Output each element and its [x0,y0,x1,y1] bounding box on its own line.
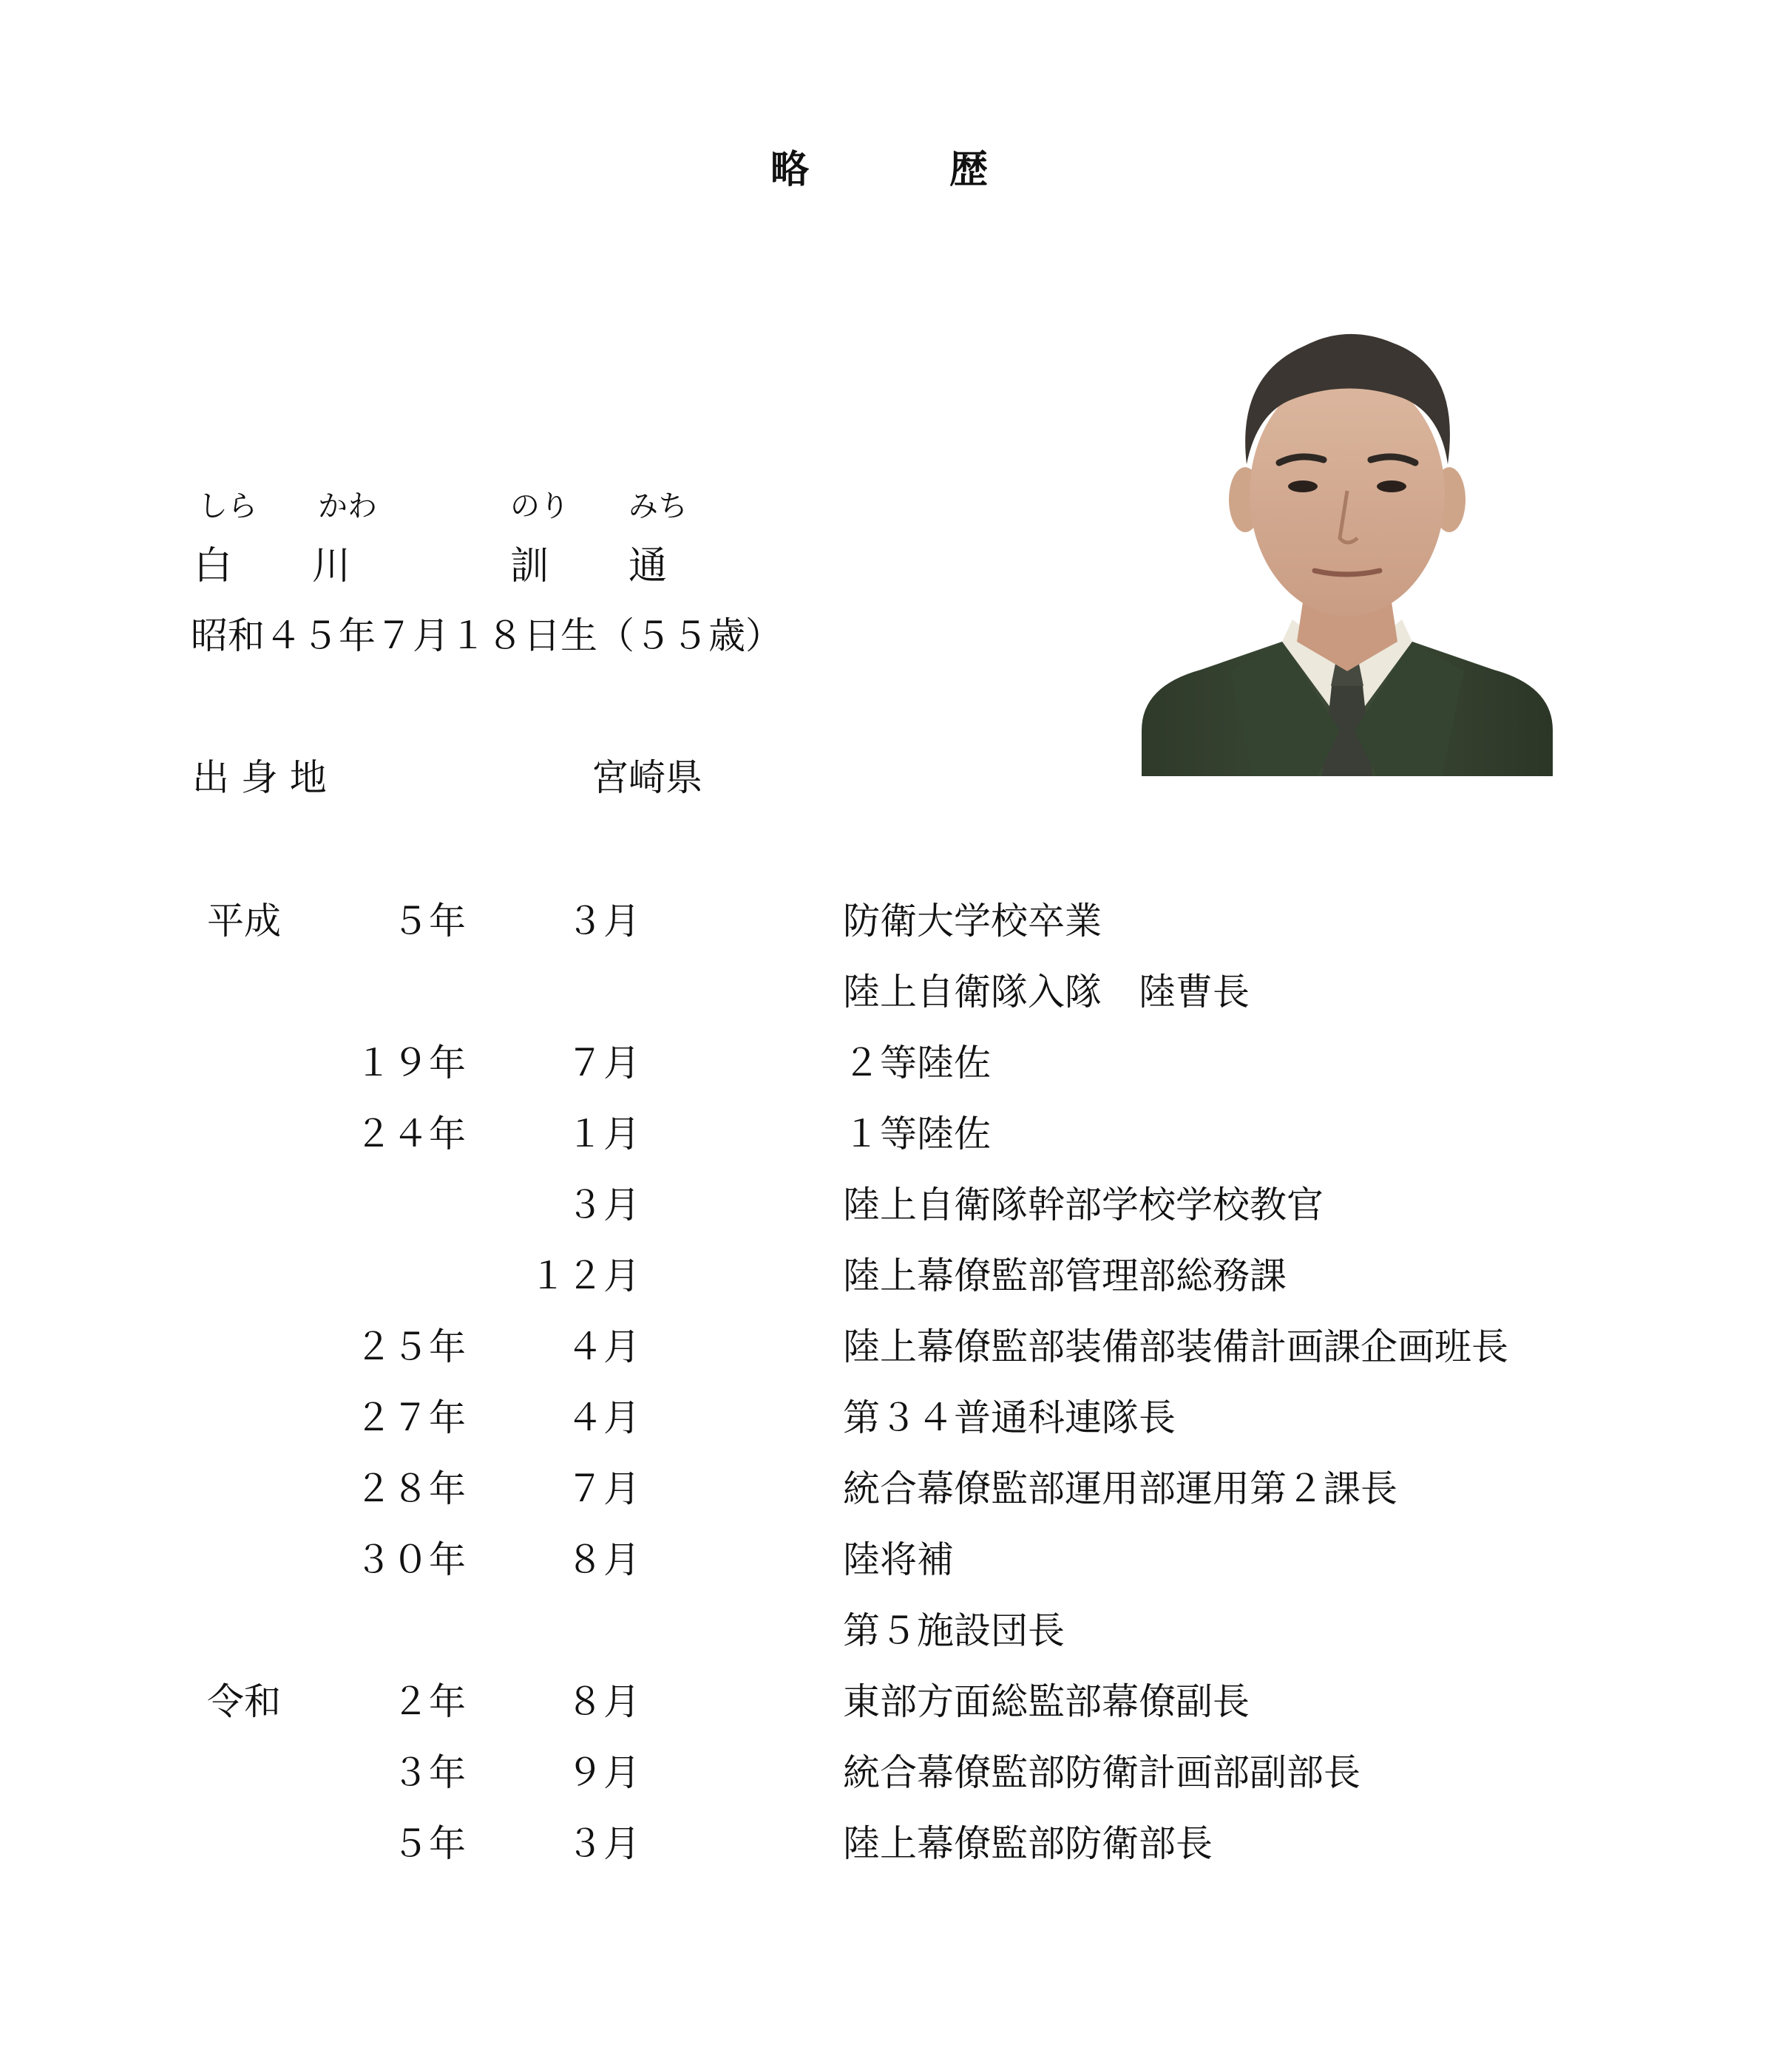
career-month: ３月 [566,1822,640,1865]
career-month: ７月 [566,1042,640,1084]
career-row [0,1750,1779,1821]
name-given-1: 訓 [510,544,549,588]
name-family-2: 川 [312,544,351,588]
career-year: ２７年 [355,1396,466,1439]
career-row [0,970,1779,1041]
career-row [0,1396,1779,1467]
name-ruby-family-2: かわ [318,489,377,523]
career-row [0,1609,1779,1679]
career-month: ８月 [566,1538,640,1581]
career-year: ２５年 [355,1325,466,1368]
career-year: ３０年 [355,1538,466,1581]
career-year: １９年 [355,1042,466,1084]
name-ruby-given-1: のり [510,489,569,523]
page-title-char-1: 略 [770,148,810,192]
career-row [0,1325,1779,1396]
career-month: １２月 [529,1254,640,1297]
career-event: 東部方面総監部幕僚副長 [843,1680,1250,1723]
birthplace-value: 宮崎県 [592,756,702,799]
career-event: 陸上幕僚監部防衛部長 [843,1822,1213,1865]
career-event: 統合幕僚監部運用部運用第２課長 [843,1467,1397,1510]
career-event: 陸上自衛隊幹部学校学校教官 [843,1183,1324,1226]
career-event: 第３４普通科連隊長 [843,1396,1176,1439]
career-event: 第５施設団長 [843,1609,1065,1652]
career-event: 陸将補 [843,1538,954,1581]
career-row [0,1041,1779,1112]
birth-date: 昭和４５年７月１８日生（５５歳） [191,614,782,657]
career-row [0,1467,1779,1538]
career-row [0,1538,1779,1609]
page-title-char-2: 歴 [949,148,989,192]
career-era: 令和 [207,1680,281,1723]
career-year: ３年 [392,1751,466,1794]
name-family-1: 白 [194,544,233,588]
name-ruby-family-1: しら [198,489,257,523]
career-year: ２４年 [355,1113,466,1155]
career-era: 平成 [207,900,281,942]
career-event: 陸上幕僚監部装備部装備計画課企画班長 [843,1325,1508,1368]
portrait-photo [1142,316,1553,776]
career-year: ５年 [392,1822,466,1865]
career-row [0,1254,1779,1325]
career-row [0,1679,1779,1750]
career-month: ９月 [566,1751,640,1794]
career-event: 防衛大学校卒業 [843,900,1102,942]
career-month: ８月 [566,1680,640,1723]
career-month: ７月 [566,1467,640,1510]
career-event: ２等陸佐 [843,1042,991,1084]
career-row [0,1112,1779,1183]
career-month: ３月 [566,1183,640,1226]
career-row [0,899,1779,970]
career-row [0,1183,1779,1254]
career-year: ２８年 [355,1467,466,1510]
name-ruby-given-2: みち [628,489,688,523]
career-month: １月 [566,1113,640,1155]
career-year: ５年 [392,900,466,942]
birthplace-label: 出 身 地 [192,756,327,799]
career-event: 陸上幕僚監部管理部総務課 [843,1254,1287,1297]
career-event: 陸上自衛隊入隊 陸曹長 [843,971,1250,1013]
career-event: 統合幕僚監部防衛計画部副部長 [843,1751,1360,1794]
career-event: １等陸佐 [843,1113,991,1155]
career-row [0,1821,1779,1892]
career-year: ２年 [392,1680,466,1723]
career-month: ４月 [566,1325,640,1368]
career-month: ３月 [566,900,640,942]
career-month: ４月 [566,1396,640,1439]
name-given-2: 通 [628,544,668,588]
